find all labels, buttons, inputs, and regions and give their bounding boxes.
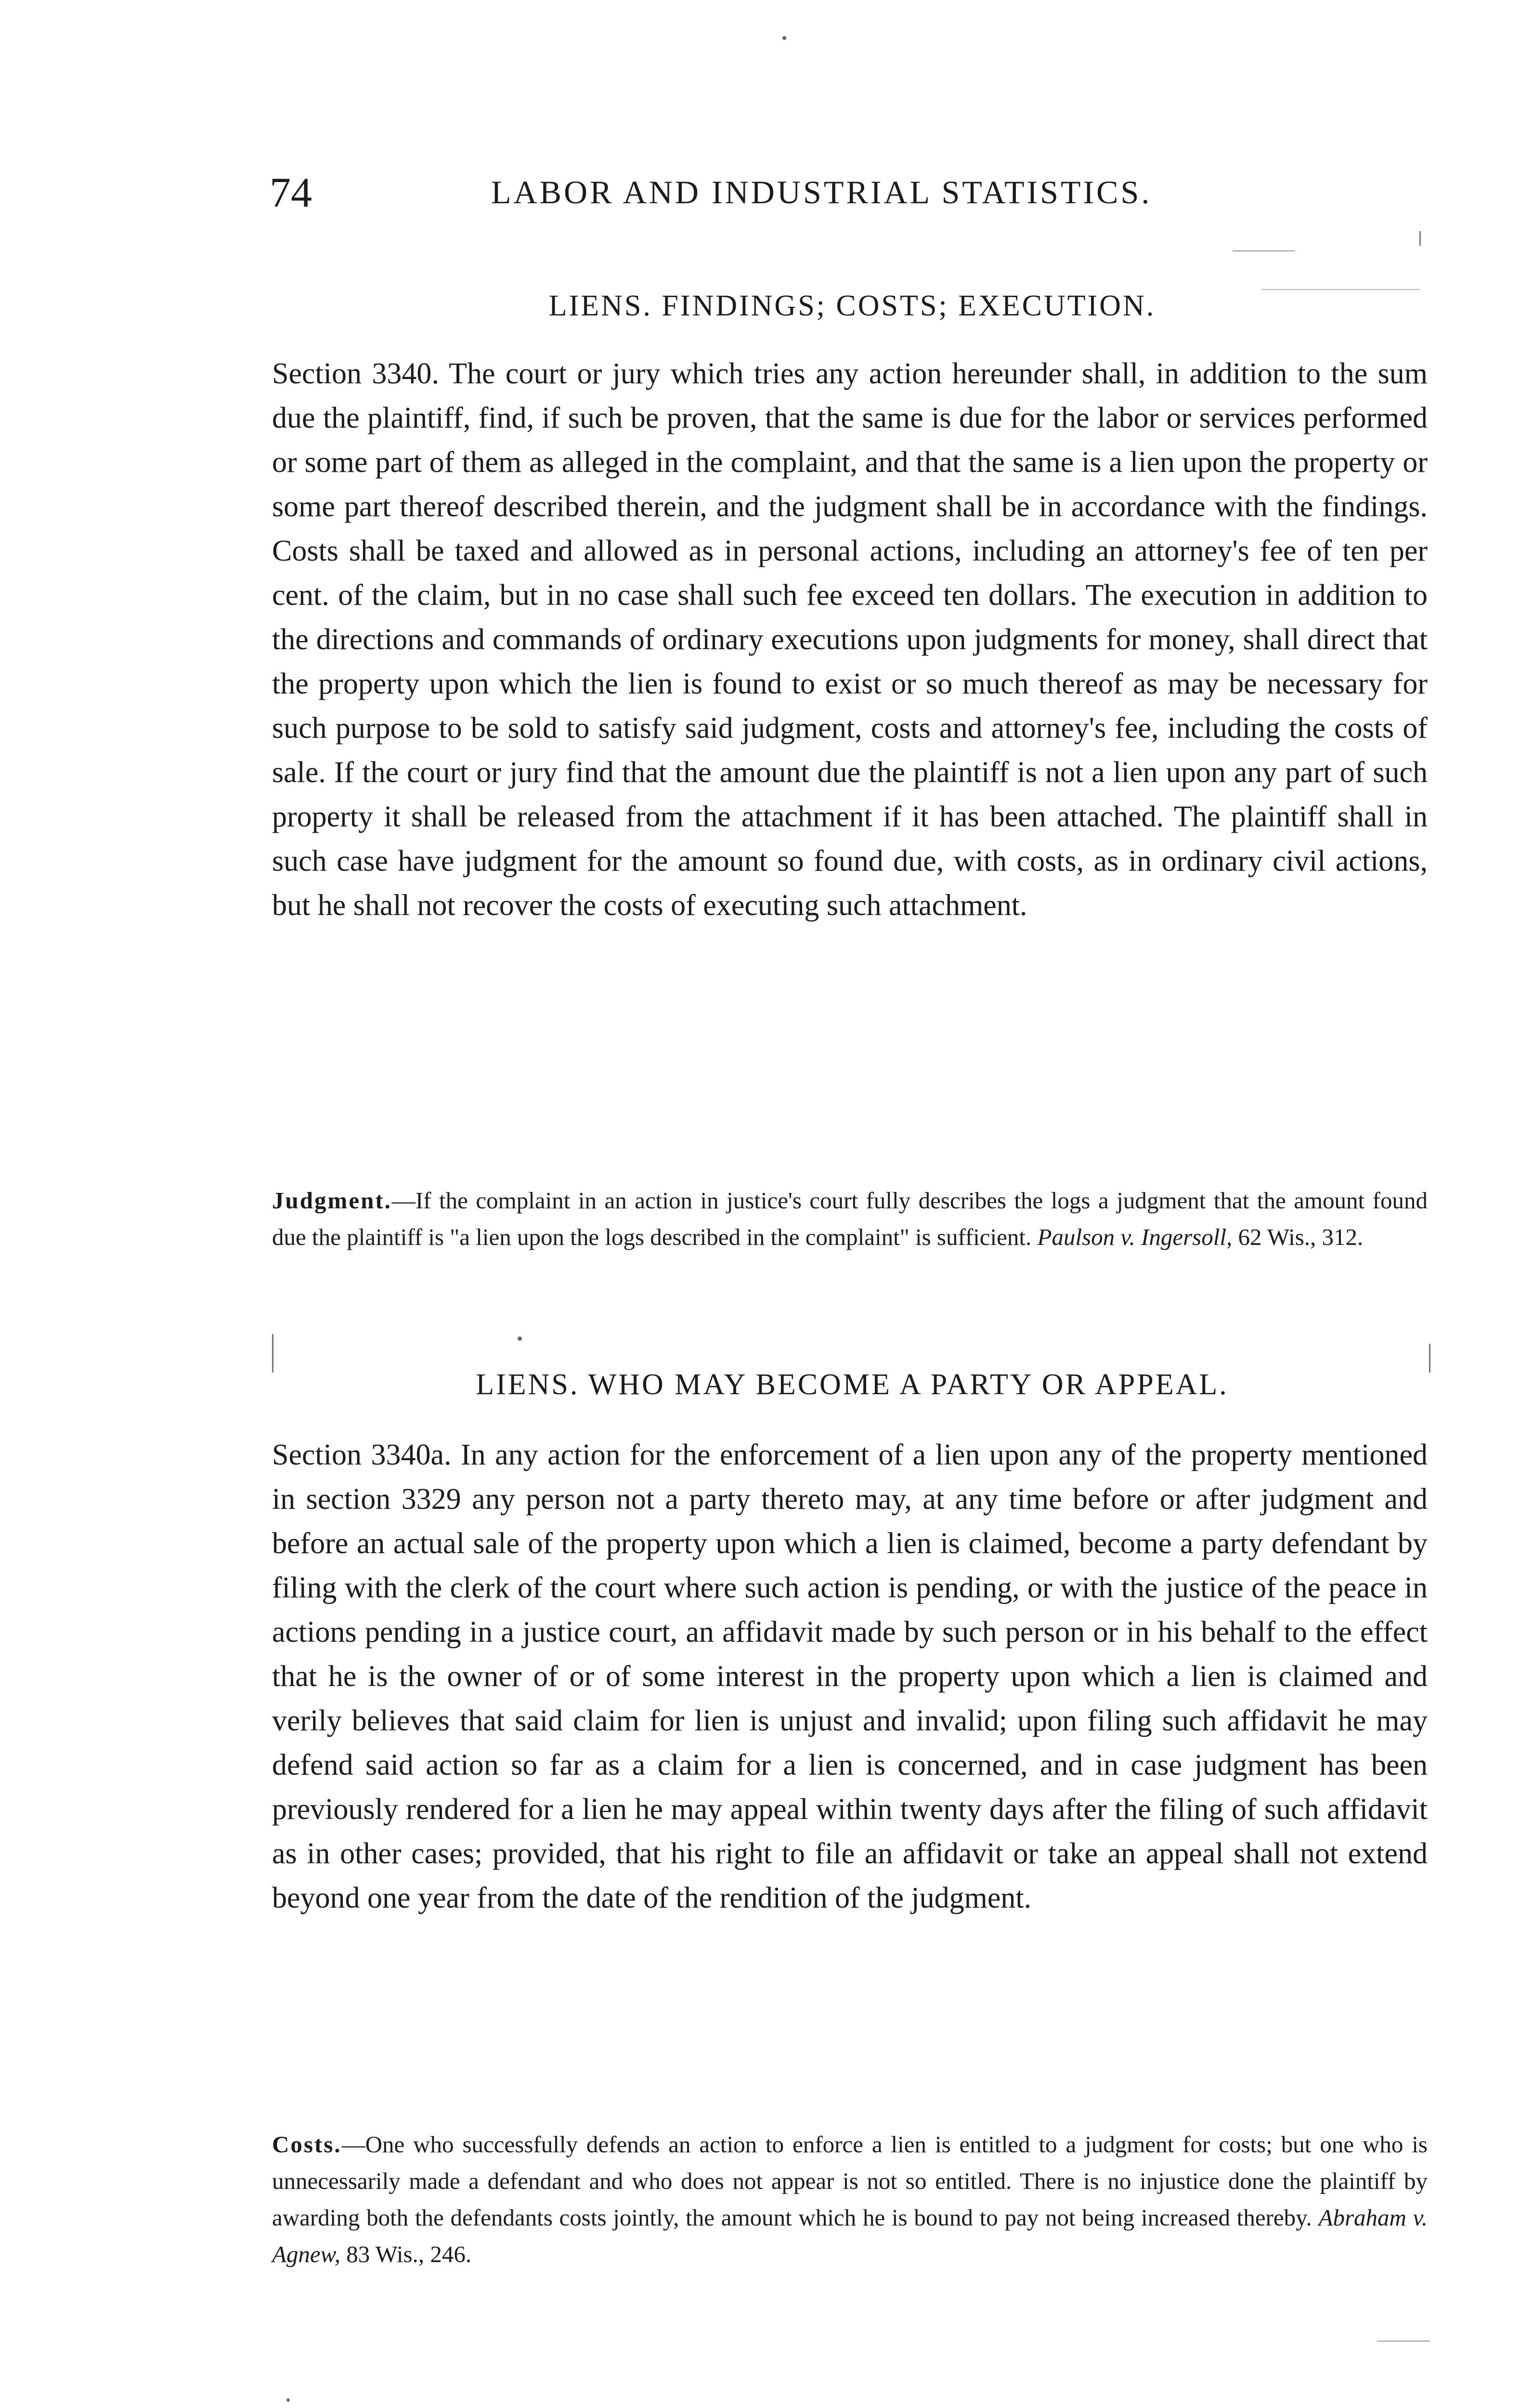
scan-mark (1419, 231, 1421, 246)
case-citation: Abraham v. Agnew, (272, 2204, 1428, 2267)
section-title-3340a: LIENS. WHO MAY BECOME A PARTY OR APPEAL. (476, 1368, 1229, 1401)
section-body-3340: Section 3340. The court or jury which tries any action hereunder shall, in addition to the sum due the plaintiff, find, if such be proven, that the same is due for the labor or services performed or some part of them as alleged in the complaint, and that the same is a lien upon the property or some part thereof described therein, and the judgment shall be in accordance with the findings. Costs shall be taxed and allowed as in personal actions, including an attorney's fee of ten per cent. of the claim, but in no case shall such fee exceed ten dollars. The execution in addition to the directions and commands of ordinary executions upon judgments for money, shall direct that the property upon which the lien is found to exist or so much thereof as may be necessary for such purpose to be sold to satisfy said judgment, costs and attorney's fee, including the costs of sale. If the court or jury find that the amount due the plaintiff is not a lien upon any part of such property it shall be released from the attachment if it has been attached. The plaintiff shall in such case have judgment for the amount so found due, with costs, as in ordinary civil actions, but he shall not recover the costs of executing such attachment. (272, 357, 1428, 922)
scan-speck (782, 36, 786, 40)
annotation-text: —If the complaint in an action in justice's court fully describes the logs a judgment that the amount found due the plaintiff is "a lien upon the logs described in the complaint" is sufficient. (272, 1187, 1428, 1250)
reporter-citation: 62 Wis., 312. (1238, 1224, 1364, 1250)
scan-mark (1377, 2341, 1430, 2342)
annotation-text: —One who successfully defends an action to enforce a lien is entitled to a judgment for costs; but one who is unnecessarily made a defendant and who does not appear is not so entitled. There is no injustice done the plaintiff by awarding both the defendants costs jointly, the amount which he is bound to pay not being increased thereby. (272, 2131, 1428, 2231)
annotation-heading: Costs. (272, 2131, 342, 2158)
page-header (270, 169, 1435, 217)
section-body-3340a: Section 3340a. In any action for the enforcement of a lien upon any of the property mentioned in section 3329 any person not a party thereto may, at any time before or after judgment and before an actual sale of the property upon which a lien is claimed, become a party defendant by filing with the clerk of the court where such action is pending, or with the justice of the peace in actions pending in a justice court, an affidavit made by such person or in his behalf to the effect that he is the owner of or of some interest in the property upon which a lien is claimed and verily believes that said claim for lien is unjust and invalid; upon filing such affidavit he may defend said action so far as a claim for a lien is concerned, and in case judgment has been previously rendered for a lien he may appeal within twenty days after the filing of such affidavit as in other cases; provided, that his right to file an affidavit or take an appeal shall not extend beyond one year from the date of the rendition of the judgment. (272, 1439, 1428, 1914)
running-title: LABOR AND INDUSTRIAL STATISTICS. (491, 174, 1152, 210)
scan-mark (272, 1334, 273, 1373)
page-number: 74 (270, 170, 312, 216)
scan-speck (518, 1336, 522, 1341)
annotation-costs (272, 2126, 1428, 2273)
scan-speck (286, 2398, 290, 2402)
section-title-3340: LIENS. FINDINGS; COSTS; EXECUTION. (548, 289, 1156, 322)
annotation-heading: Judgment. (272, 1187, 392, 1214)
reporter-citation: 83 Wis., 246. (346, 2241, 472, 2267)
case-citation: Paulson v. Ingersoll, (1037, 1224, 1233, 1250)
annotation-judgment (272, 1182, 1428, 1256)
scan-mark (1233, 250, 1295, 251)
